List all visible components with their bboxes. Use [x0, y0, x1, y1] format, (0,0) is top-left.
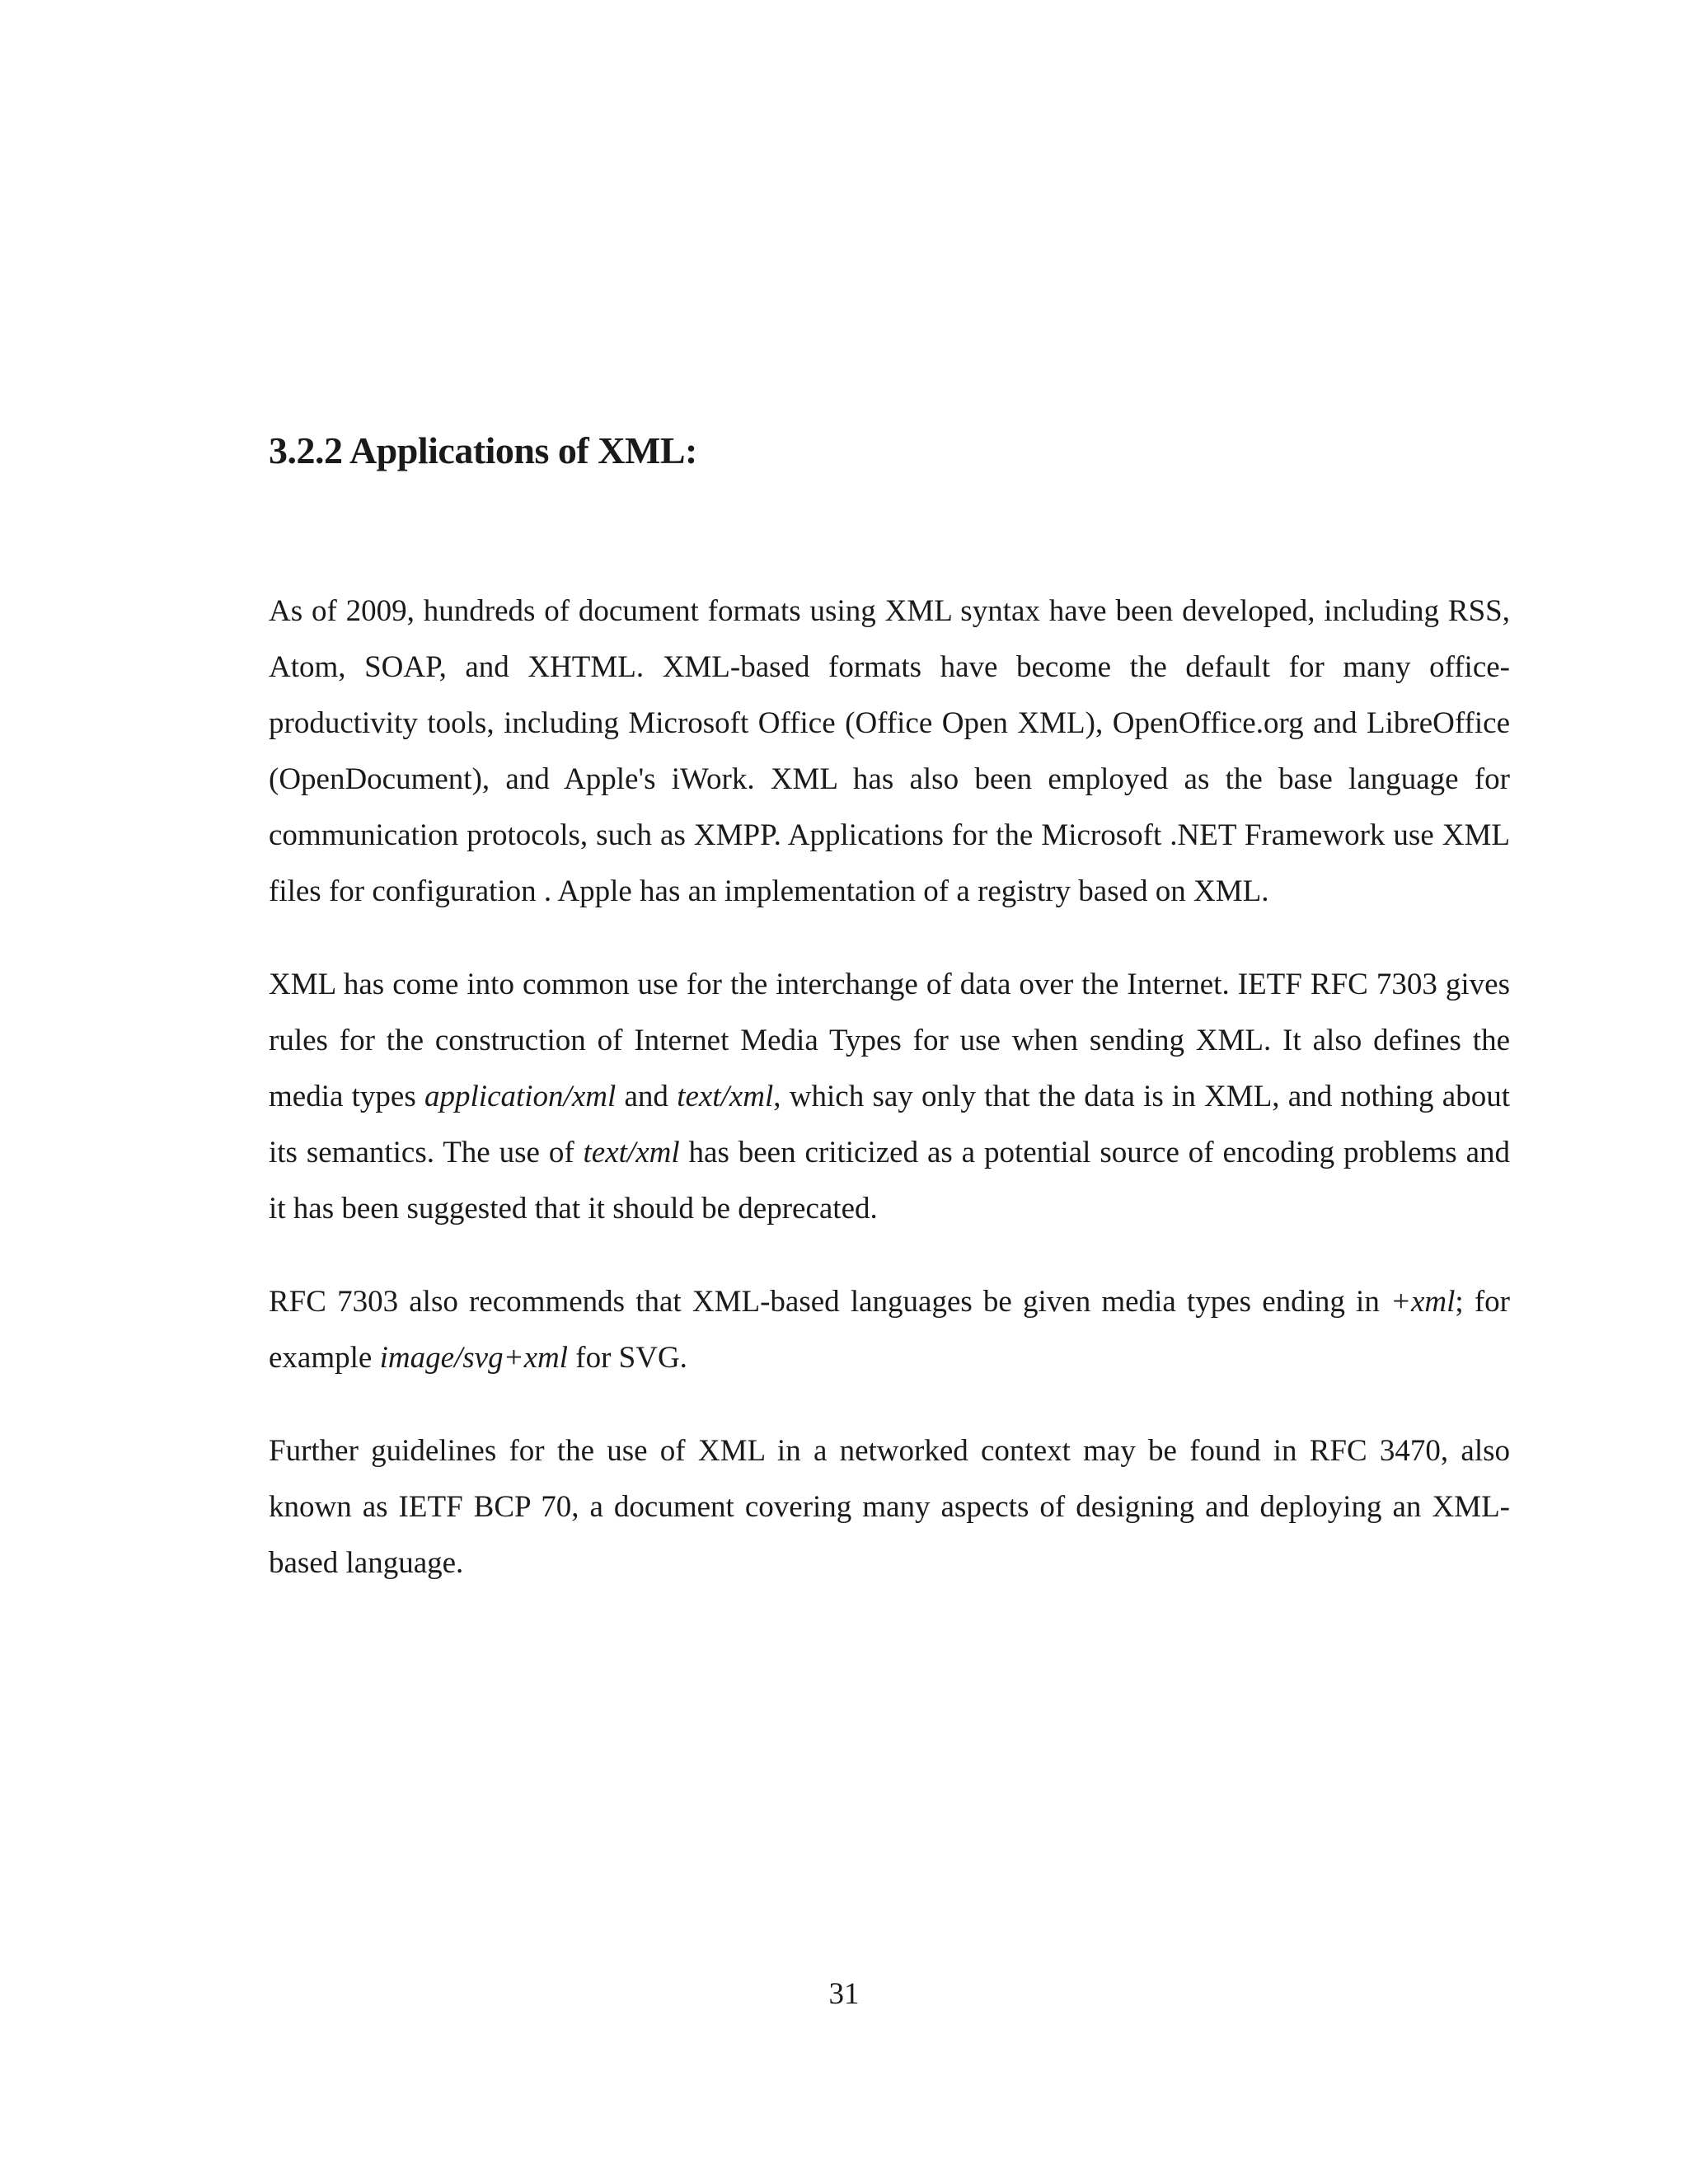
section-heading: 3.2.2 Applications of XML: [269, 429, 697, 471]
italic-term: text/xml [583, 1136, 680, 1169]
page-number: 31 [828, 1977, 860, 2011]
body-text [269, 583, 1510, 1629]
paragraph-1 [269, 583, 1510, 920]
text-run: , which say only that the data is in XML, and nothing about its semantics. The use of [269, 1080, 1510, 1169]
text-run: has been criticized as a potential source of encoding problems and it has been suggested that it should be deprecated. [269, 1136, 1510, 1226]
text-run: for SVG. [568, 1341, 687, 1375]
italic-term: +xml [1390, 1285, 1456, 1319]
italic-term: image/svg+xml [379, 1341, 568, 1375]
text-run: As of 2009, hundreds of document formats using XML syntax have been developed, including RSS, Atom, SOAP, and XHTML. XML-based formats have become the default for many office-productivity tools, including Microsoft Office (Office Open XML), OpenOffice.org and LibreOffice (OpenDocument), and Apple's iWork. XML has also been employed as the base language for communication protocols, such as XMPP. Applications for the Microsoft .NET Framework use XML files for configuration . Apple has an implementation of a registry based on XML. [269, 594, 1510, 908]
paragraph-3 [269, 1274, 1510, 1386]
text-run: ; for example [269, 1285, 1510, 1375]
text-run: Further guidelines for the use of XML in a networked context may be found in RFC 3470, also known as IETF BCP 70, a document covering many aspects of designing and deploying an XML-based language. [269, 1434, 1510, 1580]
text-run: XML has come into common use for the interchange of data over the Internet. IETF RFC 7303 gives rules for the construction of Internet Media Types for use when sending XML. It also defines the media types [269, 968, 1510, 1113]
paragraph-4 [269, 1423, 1510, 1591]
italic-term: application/xml [424, 1080, 617, 1113]
italic-term: text/xml [677, 1080, 774, 1113]
text-run: RFC 7303 also recommends that XML-based languages be given media types ending in [269, 1285, 1390, 1319]
text-run: and [616, 1080, 678, 1113]
paragraph-2 [269, 957, 1510, 1237]
